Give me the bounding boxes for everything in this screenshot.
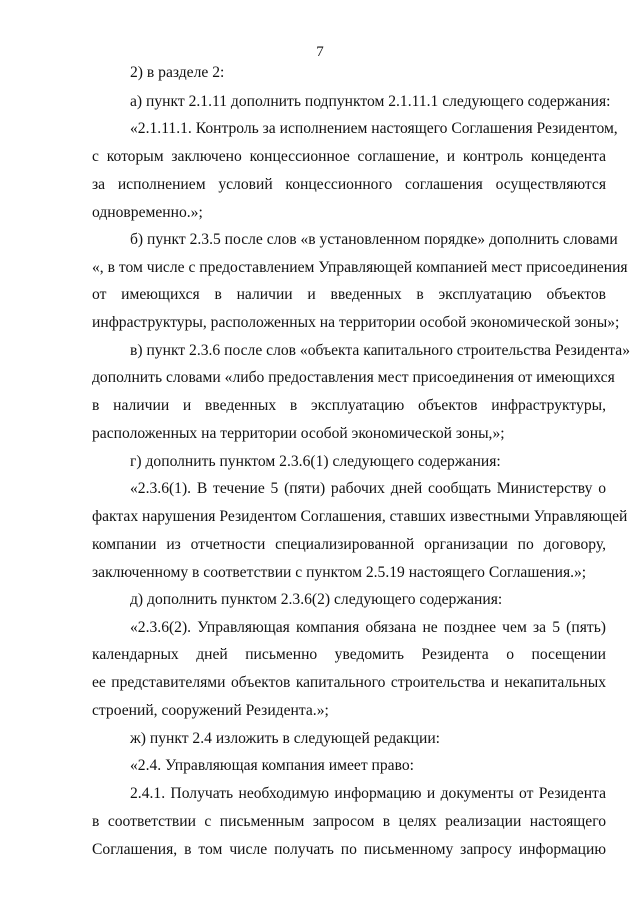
text-line: в) пункт 2.3.6 после слов «объекта капитального строительства Резидента» <box>130 342 631 359</box>
text-line: расположенных на территории особой экономической зоны,»; <box>92 425 505 442</box>
text-line: а) пункт 2.1.11 дополнить подпунктом 2.1.11.1 следующего содержания: <box>130 93 611 110</box>
page-number: 7 <box>316 44 324 60</box>
text-line: г) дополнить пунктом 2.3.6(1) следующего содержания: <box>130 453 501 470</box>
text-line: д) дополнить пунктом 2.3.6(2) следующего содержания: <box>130 591 503 608</box>
text-line: с которым заключено концессионное соглашение, и контроль концедента <box>92 148 606 165</box>
text-line: в наличии и введенных в эксплуатацию объектов инфраструктуры, <box>92 397 606 414</box>
text-line: за исполнением условий концессионного соглашения осуществляются <box>92 176 606 193</box>
text-line: инфраструктуры, расположенных на территории особой экономической зоны»; <box>92 314 620 331</box>
text-line: «2.4. Управляющая компания имеет право: <box>130 757 414 774</box>
text-line: в соответствии с письменным запросом в целях реализации настоящего <box>92 813 606 830</box>
text-line: 2) в разделе 2: <box>130 64 225 81</box>
text-line: «2.3.6(1). В течение 5 (пяти) рабочих дней сообщать Министерству о <box>130 480 606 497</box>
text-line: «2.1.11.1. Контроль за исполнением настоящего Соглашения Резидентом, <box>130 120 618 137</box>
text-line: 2.4.1. Получать необходимую информацию и документы от Резидента <box>130 785 606 802</box>
text-line: ее представителями объектов капитального строительства и некапитальных <box>92 674 606 691</box>
text-line: календарных дней письменно уведомить Резидента о посещении <box>92 646 606 663</box>
text-line: строений, сооружений Резидента.»; <box>92 702 329 719</box>
text-line: компании из отчетности специализированной организации по договору, <box>92 536 606 553</box>
text-line: дополнить словами «либо предоставления мест присоединения от имеющихся <box>92 369 615 386</box>
text-line: «2.3.6(2). Управляющая компания обязана не позднее чем за 5 (пять) <box>130 619 606 636</box>
text-line: от имеющихся в наличии и введенных в эксплуатацию объектов <box>92 286 606 303</box>
text-line: ж) пункт 2.4 изложить в следующей редакции: <box>130 730 441 747</box>
text-line: б) пункт 2.3.5 после слов «в установленном порядке» дополнить словами <box>130 231 618 248</box>
text-line: одновременно.»; <box>92 204 203 221</box>
text-line: фактах нарушения Резидентом Соглашения, ставших известными Управляющей <box>92 508 628 525</box>
text-line: заключенному в соответствии с пунктом 2.5.19 настоящего Соглашения.»; <box>92 564 587 581</box>
text-line: Соглашения, в том числе получать по письменному запросу информацию <box>92 841 606 858</box>
text-line: «, в том числе с предоставлением Управляющей компанией мест присоединения <box>92 259 628 276</box>
